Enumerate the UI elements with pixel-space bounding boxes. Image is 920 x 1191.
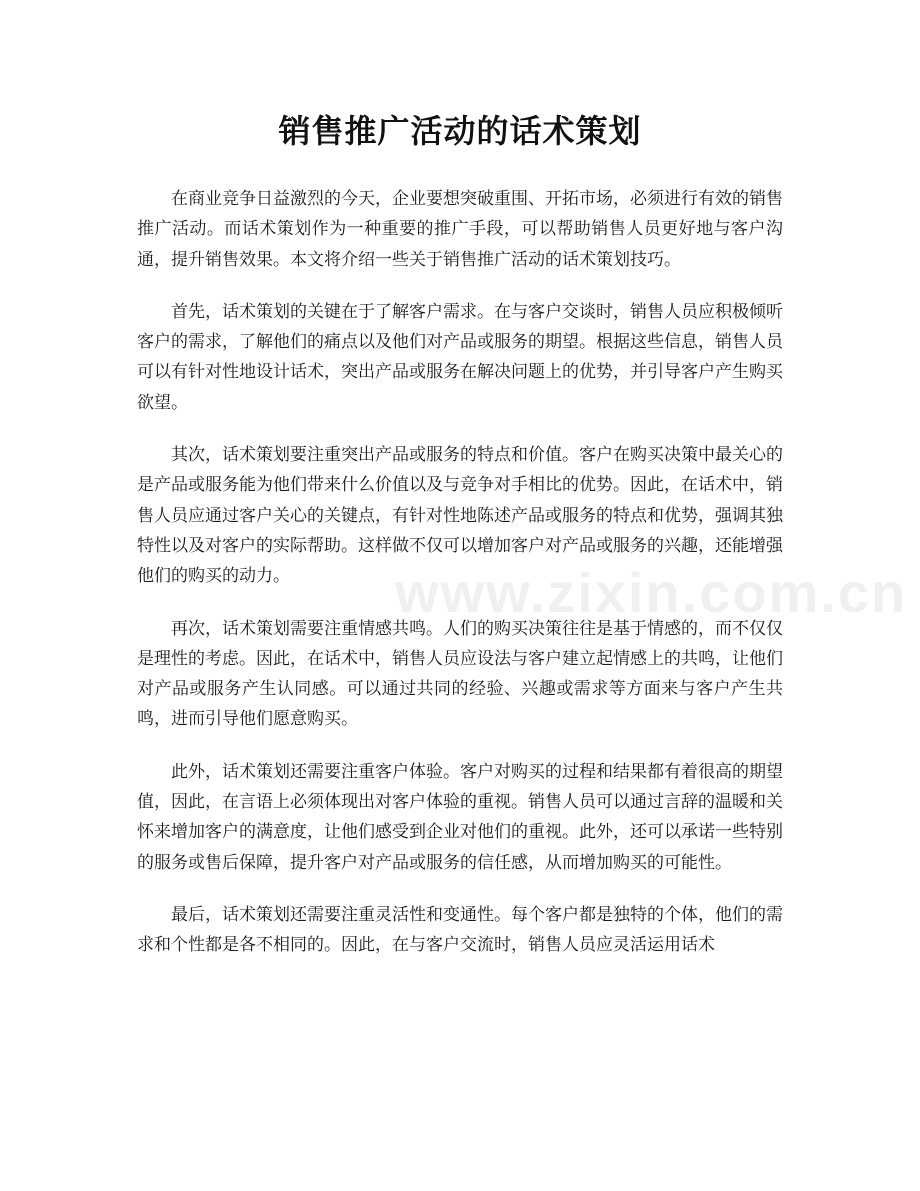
watermark: www.zixin.com.cn xyxy=(395,561,908,624)
paragraph-1: 在商业竞争日益激烈的今天，企业要想突破重围、开拓市场，必须进行有效的销售推广活动。而话术策划作为一种重要的推广手段，可以帮助销售人员更好地与客户沟通，提升销售效果。本文将介绍一些关于销售推广活动的话术策划技巧。 xyxy=(137,189,783,270)
paragraph-4: 再次，话术策划需要注重情感共鸣。人们的购买决策往往是基于情感的，而不仅仅是理性的考虑。因此，在话术中，销售人员应设法与客户建立起情感上的共鸣，让他们对产品或服务产生认同感。可以通过共同的经验、兴趣或需求等方面来与客户产生共鸣，进而引导他们愿意购买。 xyxy=(137,618,783,730)
document-title: 销售推广活动的话术策划 xyxy=(278,112,642,150)
paragraph-2: 首先，话术策划的关键在于了解客户需求。在与客户交谈时，销售人员应积极倾听客户的需求，了解他们的痛点以及他们对产品或服务的期望。根据这些信息，销售人员可以有针对性地设计话术，突出产品或服务在解决问题上的优势，并引导客户产生购买欲望。 xyxy=(137,301,783,413)
paragraph-6: 最后，话术策划还需要注重灵活性和变通性。每个客户都是独特的个体，他们的需求和个性都是各不相同的。因此，在与客户交流时，销售人员应灵活运用话术 xyxy=(137,904,783,956)
paragraph-3: 其次，话术策划要注重突出产品或服务的特点和价值。客户在购买决策中最关心的是产品或服务能为他们带来什么价值以及与竞争对手相比的优势。因此，在话术中，销售人员应通过客户关心的关键点，有针对性地陈述产品或服务的特点和优势，强调其独特性以及对客户的实际帮助。这样做不仅可以增加客户对产品或服务的兴趣，还能增强他们的购买的动力。 xyxy=(137,445,783,587)
paragraph-5: 此外，话术策划还需要注重客户体验。客户对购买的过程和结果都有着很高的期望值，因此，在言语上必须体现出对客户体验的重视。销售人员可以通过言辞的温暖和关怀来增加客户的满意度，让他们感受到企业对他们的重视。此外，还可以承诺一些特别的服务或售后保障，提升客户对产品或服务的信任感，从而增加购买的可能性。 xyxy=(137,761,783,873)
document-body xyxy=(137,184,783,983)
